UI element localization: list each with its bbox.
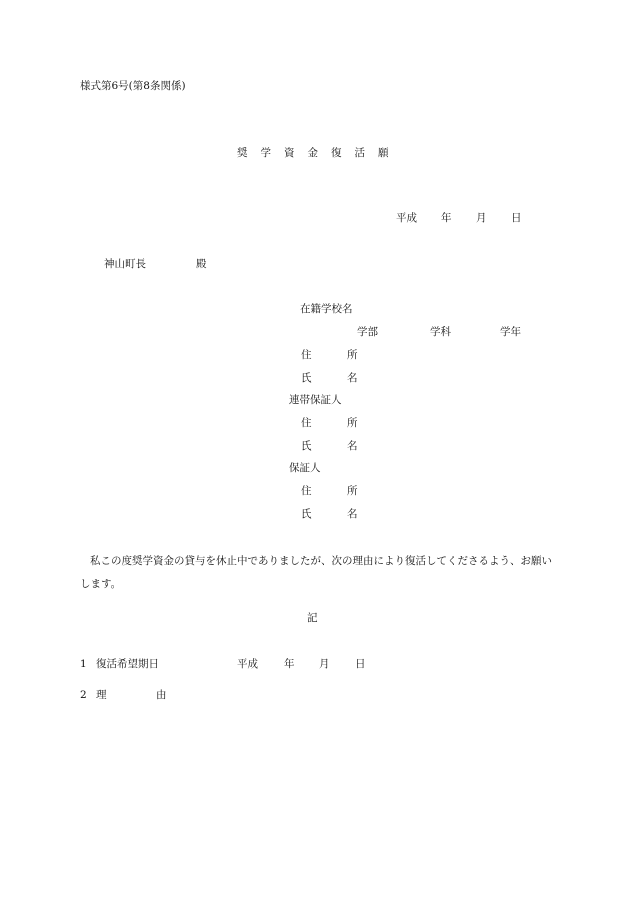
title-char: 資 <box>284 147 295 159</box>
applicant-address-label: 所 <box>347 349 358 361</box>
item-label: 復活希望期日 <box>96 658 159 670</box>
request-paragraph: 私この度奨学資金の貸与を休止中でありましたが、次の理由により復活してくださるよう、お願いします。 <box>80 555 552 590</box>
date-day: 日 <box>511 212 522 224</box>
item-era: 平成 <box>237 658 258 670</box>
item-label: 由 <box>156 689 167 701</box>
date-month: 月 <box>476 212 487 224</box>
ki-marker: 記 <box>307 612 318 624</box>
form-number: 様式第6号(第8条関係) <box>80 80 186 92</box>
item-label: 理 <box>96 689 107 701</box>
guarantor-name-label: 氏 <box>301 508 312 520</box>
item-month: 月 <box>319 658 330 670</box>
title-char: 活 <box>354 147 365 159</box>
guarantor-heading: 保証人 <box>289 462 321 474</box>
department-label: 学科 <box>430 326 451 338</box>
guarantor-address-label: 住 <box>301 485 312 497</box>
addressee-name: 神山町長 <box>104 258 146 270</box>
joint-guarantor-address-label: 住 <box>301 417 312 429</box>
item-number: 2 <box>80 689 87 701</box>
title-char: 奨 <box>237 147 248 159</box>
guarantor-address-label: 所 <box>347 485 358 497</box>
joint-guarantor-heading: 連帯保証人 <box>289 394 342 406</box>
date-era: 平成 <box>396 212 417 224</box>
joint-guarantor-address-label: 所 <box>347 417 358 429</box>
document-title <box>237 146 389 160</box>
applicant-address-label: 住 <box>301 349 312 361</box>
item-number: 1 <box>80 658 87 670</box>
grade-label: 学年 <box>500 326 521 338</box>
school-label: 在籍学校名 <box>300 303 353 315</box>
title-char: 復 <box>331 147 342 159</box>
title-char: 金 <box>307 147 318 159</box>
addressee-honorific: 殿 <box>196 258 207 270</box>
applicant-name-label: 名 <box>347 372 358 384</box>
title-char: 願 <box>378 147 389 159</box>
item-day: 日 <box>355 658 366 670</box>
date-year: 年 <box>441 212 452 224</box>
title-char: 学 <box>260 147 271 159</box>
item-year: 年 <box>284 658 295 670</box>
guarantor-name-label: 名 <box>347 508 358 520</box>
joint-guarantor-name-label: 氏 <box>301 440 312 452</box>
faculty-label: 学部 <box>357 326 378 338</box>
applicant-name-label: 氏 <box>301 372 312 384</box>
joint-guarantor-name-label: 名 <box>347 440 358 452</box>
